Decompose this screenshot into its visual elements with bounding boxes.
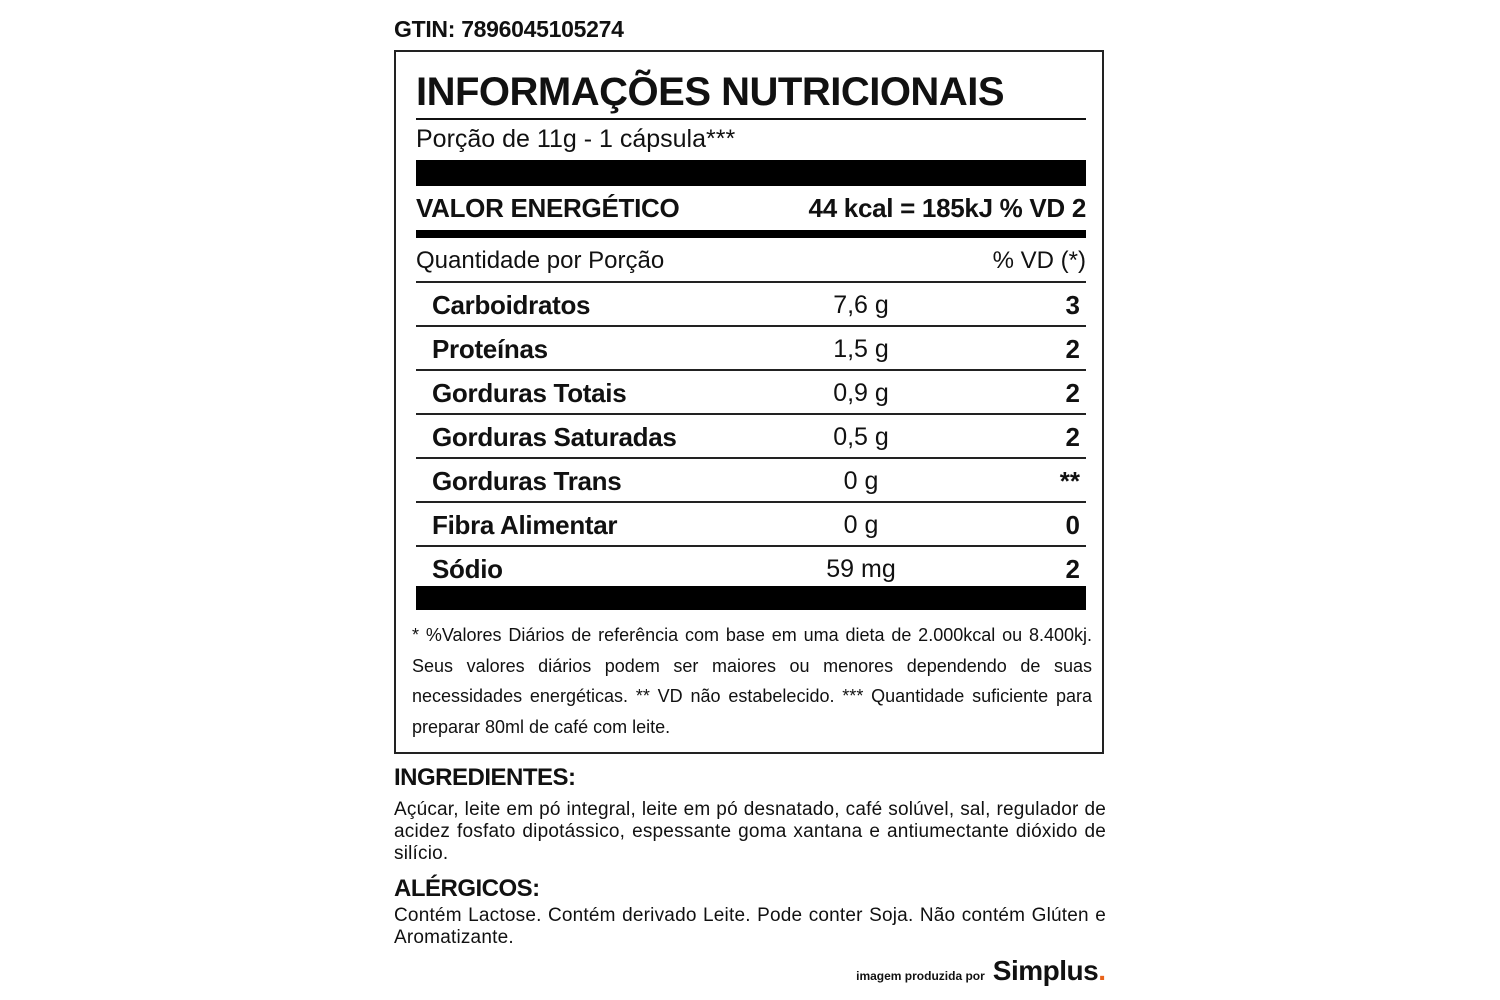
- allergens-text: Contém Lactose. Contém derivado Leite. Pode conter Soja. Não contém Glúten e Aromatizante.: [394, 905, 1106, 948]
- simplus-logo: Simplus: [992, 955, 1099, 986]
- nutrient-vd: 3: [1065, 290, 1080, 320]
- nutrient-amount: 1,5 g: [833, 335, 889, 363]
- energy-value: 44 kcal = 185kJ % VD 2: [808, 192, 1086, 223]
- nutrient-table: [416, 283, 1086, 587]
- vd-header: % VD (*): [992, 247, 1086, 274]
- ingredients-title: INGREDIENTES:: [394, 764, 576, 791]
- ingredients-text: Açúcar, leite em pó integral, leite em pó desnatado, café solúvel, sal, regulador de acidez fosfato dipotássico, espessante goma xantana e antiumectante dióxido de silício.: [394, 799, 1106, 864]
- nutrient-vd: 2: [1065, 378, 1080, 408]
- table-row: [416, 547, 1086, 587]
- table-row: [416, 415, 1086, 459]
- table-row: [416, 283, 1086, 327]
- nutrient-amount: 0 g: [843, 467, 879, 495]
- quantity-header-row: [416, 242, 1086, 280]
- nutrient-name: Sódio: [432, 554, 503, 584]
- quantity-header: Quantidade por Porção: [416, 247, 665, 274]
- nutrient-name: Carboidratos: [432, 290, 591, 320]
- table-row: [416, 327, 1086, 371]
- nutrient-vd: 2: [1065, 554, 1080, 584]
- logo-dot: .: [1098, 955, 1106, 986]
- table-row: [416, 371, 1086, 415]
- thick-divider: [416, 586, 1086, 610]
- divider: [416, 118, 1086, 120]
- nutrient-vd: 0: [1065, 510, 1080, 540]
- thick-divider: [416, 160, 1086, 186]
- nutrient-name: Gorduras Totais: [432, 378, 627, 408]
- nutrient-name: Gorduras Saturadas: [432, 422, 677, 452]
- nutrient-amount: 0,5 g: [833, 423, 889, 451]
- table-row: [416, 503, 1086, 547]
- nutrition-title: INFORMAÇÕES NUTRICIONAIS: [416, 70, 1004, 114]
- nutrient-vd: 2: [1065, 334, 1080, 364]
- credit-prefix: imagem produzida por: [856, 969, 985, 983]
- table-row: [416, 459, 1086, 503]
- gtin-code: GTIN: 7896045105274: [394, 16, 624, 42]
- nutrient-name: Fibra Alimentar: [432, 510, 618, 540]
- footnote: * %Valores Diários de referência com base em uma dieta de 2.000kcal ou 8.400kj. Seus valores diários podem ser maiores ou menores dependendo de suas necessidades energéticas. ** VD não estabelecido. *** Quantidade suficiente para preparar 80ml de café com leite.: [412, 625, 1092, 737]
- image-credit: [856, 955, 1106, 987]
- nutrient-amount: 59 mg: [826, 555, 896, 583]
- portion-size: Porção de 11g - 1 cápsula***: [416, 125, 736, 153]
- nutrient-vd: **: [1059, 466, 1080, 496]
- energy-row: [416, 188, 1086, 228]
- nutrient-name: Gorduras Trans: [432, 466, 622, 496]
- nutrient-amount: 7,6 g: [833, 291, 889, 319]
- nutrient-vd: 2: [1065, 422, 1080, 452]
- allergens-title: ALÉRGICOS:: [394, 875, 540, 902]
- nutrition-facts-panel: [394, 50, 1104, 754]
- nutrient-name: Proteínas: [432, 334, 548, 364]
- energy-label: VALOR ENERGÉTICO: [416, 192, 680, 223]
- nutrient-amount: 0 g: [843, 511, 879, 539]
- thick-divider: [416, 230, 1086, 238]
- nutrient-amount: 0,9 g: [833, 379, 889, 407]
